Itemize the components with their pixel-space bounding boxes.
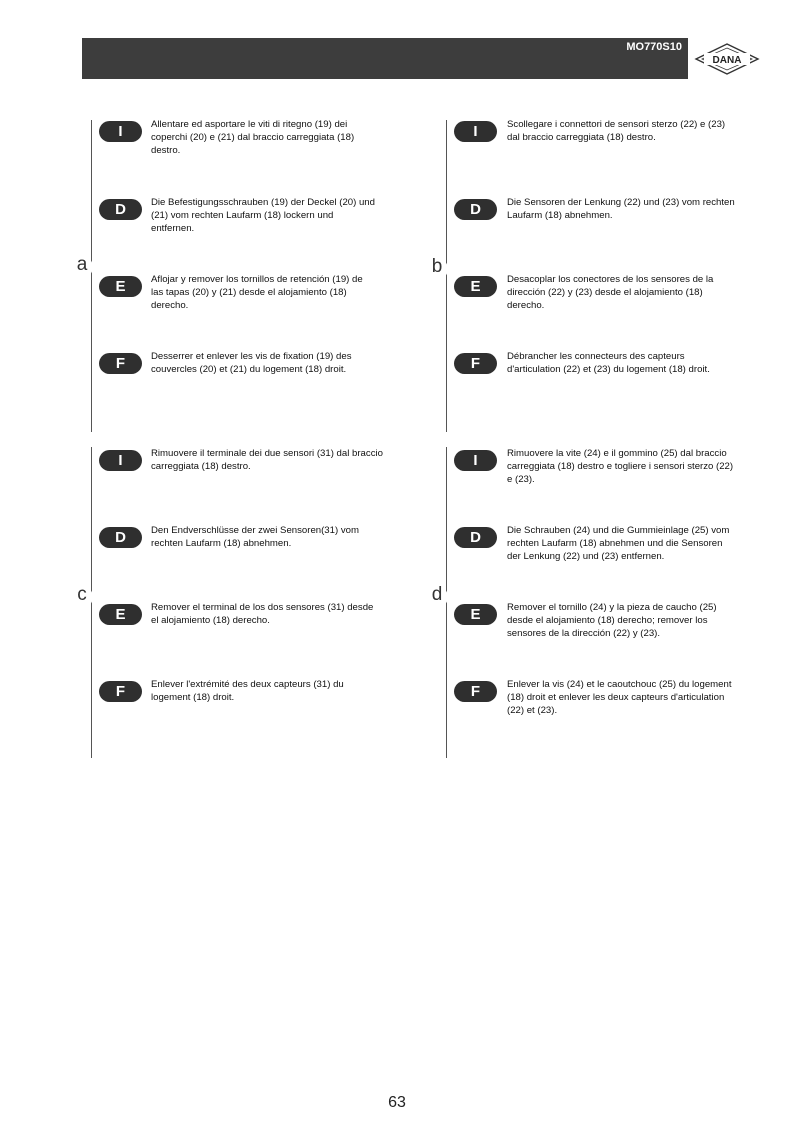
step-text-fr: Débrancher les connecteurs des capteurs d'articulation (22) et (23) du logement (18) droit. — [507, 351, 710, 375]
lang-badge-it: I — [99, 450, 142, 471]
step-text-de: Die Befestigungsschrauben (19) der Deckel (20) und (21) vom rechten Laufarm (18) lockern und entfernen. — [151, 197, 375, 234]
step-text-it: Rimuovere la vite (24) e il gommino (25) dal braccio carreggiata (18) destro e togliere i sensori sterzo (22) e (23). — [507, 448, 734, 485]
page-number: 63 — [388, 1094, 406, 1111]
step-text-fr: Enlever la vis (24) et le caoutchouc (25) du logement (18) droit et enlever les deux capteurs d'articulation (22) et (23). — [507, 679, 732, 716]
lang-badge-it: I — [454, 450, 497, 471]
panel-d-label: d — [426, 586, 448, 608]
lang-badge-de: D — [99, 527, 142, 548]
svg-text:DANA: DANA — [712, 55, 742, 66]
lang-badge-fr: F — [99, 681, 142, 702]
lang-badge-es: E — [99, 604, 142, 625]
step-text-fr: Desserrer et enlever les vis de fixation (19) des couvercles (20) et (21) du logement (18) droit. — [151, 351, 352, 375]
document-code: MO770S10 — [626, 41, 682, 53]
step-text-de: Die Sensoren der Lenkung (22) und (23) vom rechten Laufarm (18) abnehmen. — [507, 197, 735, 221]
step-text-it: Scollegare i connettori de sensori sterzo (22) e (23) dal braccio carreggiata (18) destro. — [507, 119, 726, 143]
lang-badge-de: D — [99, 199, 142, 220]
panel-a-divider — [91, 120, 92, 432]
step-text-es: Remover el terminal de los dos sensores (31) desde el alojamiento (18) derecho. — [151, 602, 374, 626]
step-text-es: Remover el tornillo (24) y la pieza de caucho (25) desde el alojamiento (18) derecho; remover los sensores de la dirección (22) y (23). — [507, 602, 717, 639]
step-text-it: Rimuovere il terminale dei due sensori (31) dal braccio carreggiata (18) destro. — [151, 448, 383, 472]
lang-badge-fr: F — [454, 353, 497, 374]
lang-badge-fr: F — [454, 681, 497, 702]
step-text-es: Aflojar y remover los tornillos de retención (19) de las tapas (20) y (21) desde el alojamiento (18) derecho. — [151, 274, 363, 311]
step-text-es: Desacoplar los conectores de los sensores de la dirección (22) y (23) desde el alojamiento (18) derecho. — [507, 274, 714, 311]
lang-badge-it: I — [454, 121, 497, 142]
lang-badge-de: D — [454, 527, 497, 548]
step-text-it: Allentare ed asportare le viti di ritegno (19) dei coperchi (20) e (21) dal braccio carreggiata (18) destro. — [151, 119, 355, 156]
step-text-de: Den Endverschlüsse der zwei Sensoren(31) vom rechten Laufarm (18) abnehmen. — [151, 525, 359, 549]
panel-b-label: b — [426, 258, 448, 280]
lang-badge-fr: F — [99, 353, 142, 374]
lang-badge-es: E — [454, 276, 497, 297]
lang-badge-es: E — [454, 604, 497, 625]
panel-c-label: c — [71, 586, 93, 608]
dana-logo — [694, 42, 760, 76]
step-text-fr: Enlever l'extrémité des deux capteurs (31) du logement (18) droit. — [151, 679, 344, 703]
panel-b-divider — [446, 120, 447, 432]
lang-badge-de: D — [454, 199, 497, 220]
lang-badge-es: E — [99, 276, 142, 297]
lang-badge-it: I — [99, 121, 142, 142]
step-text-de: Die Schrauben (24) und die Gummieinlage (25) vom rechten Laufarm (18) abnehmen und die Sensoren der Lenkung (22) und (23) entfernen. — [507, 525, 730, 562]
header-bar — [82, 38, 688, 79]
panel-a-label: a — [71, 256, 93, 278]
